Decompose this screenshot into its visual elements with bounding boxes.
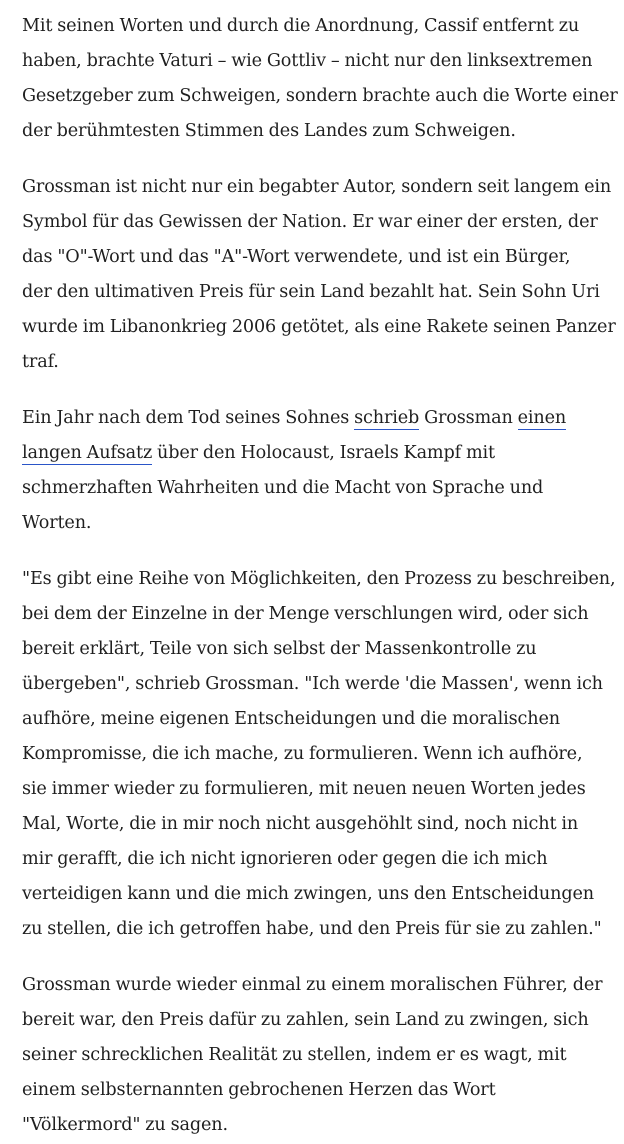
text-line: der berühmtesten Stimmen des Landes zum Schweigen. bbox=[22, 121, 516, 141]
text-line: bereit erklärt, Teile von sich selbst der Massenkontrolle zu bbox=[22, 639, 537, 659]
text-line: zu stellen, die ich getroffen habe, und den Preis für sie zu zahlen." bbox=[22, 919, 602, 939]
link-essay-part-1[interactable]: einen bbox=[517, 408, 567, 428]
text-line: Symbol für das Gewissen der Nation. Er war einer der ersten, der bbox=[22, 212, 598, 232]
text-line: "Es gibt eine Reihe von Möglichkeiten, den Prozess zu beschreiben, bbox=[22, 569, 616, 589]
text-line: seiner schrecklichen Realität zu stellen, indem er es wagt, mit bbox=[22, 1045, 567, 1065]
text-segment: über den Holocaust, Israels Kampf mit bbox=[152, 443, 495, 463]
text-line: verteidigen kann und die mich zwingen, uns den Entscheidungen bbox=[22, 884, 594, 904]
text-line: Mit seinen Worten und durch die Anordnung, Cassif entfernt zu bbox=[22, 16, 580, 36]
text-line: bereit war, den Preis dafür zu zahlen, sein Land zu zwingen, sich bbox=[22, 1010, 589, 1030]
paragraph-5 bbox=[22, 968, 624, 1143]
paragraph-2 bbox=[22, 170, 624, 380]
text-line: Gesetzgeber zum Schweigen, sondern brachte auch die Worte einer bbox=[22, 86, 618, 106]
text-segment: Grossman bbox=[419, 408, 518, 428]
text-line: Mal, Worte, die in mir noch nicht ausgehöhlt sind, noch nicht in bbox=[22, 814, 579, 834]
text-line: das "O"-Wort und das "A"-Wort verwendete, und ist ein Bürger, bbox=[22, 247, 571, 267]
text-line: Kompromisse, die ich mache, zu formulieren. Wenn ich aufhöre, bbox=[22, 744, 583, 764]
text-line: wurde im Libanonkrieg 2006 getötet, als eine Rakete seinen Panzer bbox=[22, 317, 616, 337]
paragraph-3 bbox=[22, 401, 624, 541]
text-line: Grossman ist nicht nur ein begabter Autor, sondern seit langem ein bbox=[22, 177, 612, 197]
text-line: übergeben", schrieb Grossman. "Ich werde 'die Massen', wenn ich bbox=[22, 674, 603, 694]
text-line: einem selbsternannten gebrochenen Herzen das Wort bbox=[22, 1080, 496, 1100]
paragraph-4-quote bbox=[22, 562, 624, 947]
text-line: sie immer wieder zu formulieren, mit neuen neuen Worten jedes bbox=[22, 779, 586, 799]
text-line: Worten. bbox=[22, 513, 92, 533]
text-line: haben, brachte Vaturi – wie Gottliv – nicht nur den linksextremen bbox=[22, 51, 593, 71]
text-line: der den ultimativen Preis für sein Land bezahlt hat. Sein Sohn Uri bbox=[22, 282, 600, 302]
text-line bbox=[22, 436, 624, 471]
text-segment: Ein Jahr nach dem Tod seines Sohnes bbox=[22, 408, 355, 428]
text-line: mir gerafft, die ich nicht ignorieren oder gegen die ich mich bbox=[22, 849, 548, 869]
text-line: "Völkermord" zu sagen. bbox=[22, 1115, 228, 1135]
text-line: traf. bbox=[22, 352, 59, 372]
text-line: bei dem der Einzelne in der Menge verschlungen wird, oder sich bbox=[22, 604, 589, 624]
link-essay-part-2[interactable]: langen Aufsatz bbox=[22, 443, 153, 463]
paragraph-1 bbox=[22, 9, 624, 149]
text-line: schmerzhaften Wahrheiten und die Macht von Sprache und bbox=[22, 478, 544, 498]
text-line: aufhöre, meine eigenen Entscheidungen und die moralischen bbox=[22, 709, 560, 729]
link-schrieb[interactable]: schrieb bbox=[354, 408, 420, 428]
text-line: Grossman wurde wieder einmal zu einem moralischen Führer, der bbox=[22, 975, 603, 995]
text-line bbox=[22, 401, 624, 436]
